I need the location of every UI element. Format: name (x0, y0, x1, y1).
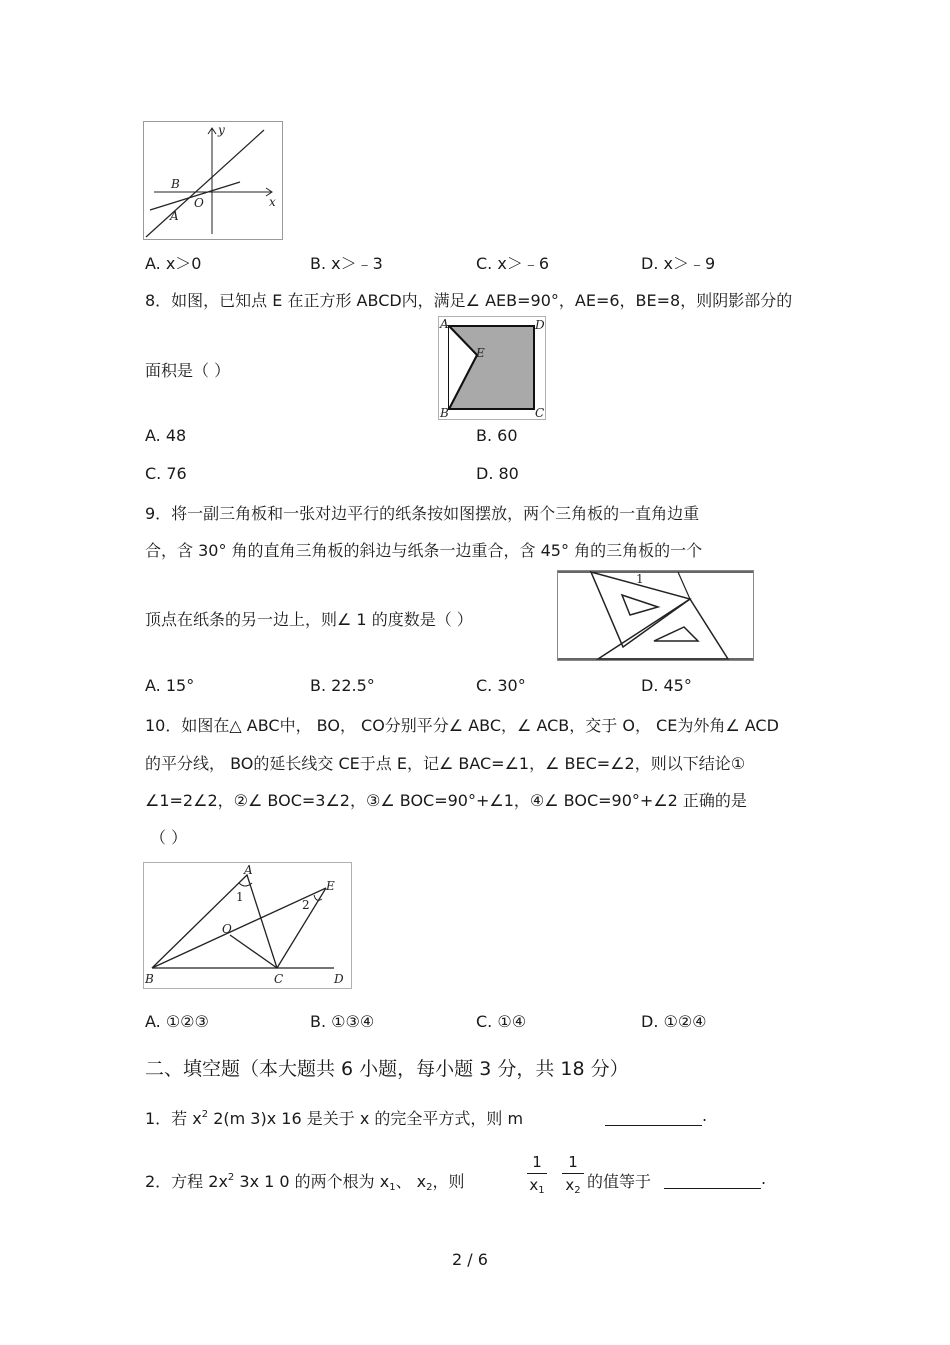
q9-question-line3: 顶点在纸条的另一边上，则∠ 1 的度数是（ ） (145, 610, 473, 629)
q8-label-d: D (535, 318, 545, 332)
fill2-prefix: 2．方程 2x (145, 1172, 228, 1191)
q7-option-a: A. x＞0 (145, 254, 202, 273)
fill2-frac1-num: 1 (532, 1153, 542, 1171)
fill2-frac2-den: $x_2$ (565, 1176, 581, 1196)
fill2-frac2-num: 1 (568, 1153, 578, 1171)
q10-label-1: 1 (236, 890, 244, 904)
fill1-question (145, 1106, 523, 1129)
fill2-fraction-1 (527, 1153, 547, 1196)
q10-label-c: C (274, 972, 284, 986)
fill1-period: . (702, 1106, 708, 1125)
q8-question-line2: 面积是（ ） (145, 361, 231, 380)
q7-figure (143, 121, 283, 240)
q10-label-d: D (334, 972, 344, 986)
q8-question-line1: 8．如图，已知点 E 在正方形 ABCD内，满足∠ AEB=90°，AE=6，BE=8，则阴影部分的 (145, 291, 793, 310)
fill1-answer-blank[interactable] (605, 1108, 702, 1126)
q10-question-line4: （ ） (150, 828, 188, 847)
fill2-tail: 的值等于 (587, 1172, 652, 1191)
q9-question-line1: 9．将一副三角板和一张对边平行的纸条按如图摆放，两个三角板的一直角边重 (145, 504, 700, 523)
q8-label-e: E (476, 346, 485, 360)
q10-label-2: 2 (302, 898, 310, 912)
fill2-frac2-den-sub: 2 (574, 1185, 581, 1196)
section-2-heading: 二、填空题（本大题共 6 小题，每小题 3 分，共 18 分） (145, 1058, 629, 1080)
fill2-sep: 、 x (395, 1172, 427, 1191)
q8-option-b: B. 60 (476, 426, 518, 445)
q8-option-d: D. 80 (476, 464, 519, 483)
q7-label-x: x (269, 195, 276, 209)
q9-option-c: C. 30° (476, 676, 526, 695)
q10-label-o: O (222, 922, 232, 936)
q9-option-a: A. 15° (145, 676, 195, 695)
q7-label-o: O (194, 196, 204, 210)
q10-question-line3: ∠1=2∠2，②∠ BOC=3∠2，③∠ BOC=90°+∠1，④∠ BOC=90°+∠2 正确的是 (145, 791, 747, 810)
q10-option-a: A. ①②③ (145, 1012, 209, 1031)
q9-label-1: 1 (636, 572, 644, 586)
fill1-prefix: 1．若 x (145, 1109, 202, 1128)
q10-label-b: B (145, 972, 154, 986)
q7-label-a: A (170, 209, 179, 223)
fill2-question (145, 1169, 465, 1193)
q10-option-b: B. ①③④ (310, 1012, 375, 1031)
fill2-then: ，则 (432, 1172, 465, 1191)
q10-question-line1: 10．如图在△ ABC中， BO， CO分别平分∠ ABC，∠ ACB，交于 O， CE为外角∠ ACD (145, 716, 779, 735)
q9-question-line2: 合，含 30° 角的直角三角板的斜边与纸条一边重合，含 45° 角的三角板的一个 (145, 541, 703, 560)
q8-label-b: B (440, 406, 449, 419)
fill2-frac2-bar (562, 1173, 584, 1174)
q8-label-c: C (535, 406, 545, 419)
q7-option-b: B. x＞﹣3 (310, 254, 383, 273)
q8-option-a: A. 48 (145, 426, 187, 445)
fill2-sub2: 2 (426, 1182, 433, 1193)
fill2-period: . (761, 1169, 767, 1188)
q10-question-line2: 的平分线， BO的延长线交 CE于点 E，记∠ BAC=∠1，∠ BEC=∠2，则以下结论① (145, 754, 746, 773)
q8-label-a: A (440, 317, 449, 331)
fill2-fraction-2 (562, 1153, 584, 1196)
q9-option-b: B. 22.5° (310, 676, 375, 695)
fill2-sub1: 1 (389, 1182, 396, 1193)
q10-label-a: A (244, 863, 253, 877)
fill2-middle: 3x 1 0 的两个根为 x (234, 1172, 390, 1191)
q8-option-c: C. 76 (145, 464, 187, 483)
q10-label-e: E (326, 879, 335, 893)
page-number: 2 / 6 (452, 1250, 488, 1269)
q10-option-d: D. ①②④ (641, 1012, 707, 1031)
q7-label-y: y (218, 123, 225, 137)
q8-figure (438, 316, 546, 420)
fill2-exponent: 2 (227, 1172, 235, 1183)
q10-option-c: C. ①④ (476, 1012, 527, 1031)
fill2-answer-blank[interactable] (664, 1171, 761, 1189)
fill2-frac1-bar (527, 1173, 547, 1174)
q7-option-d: D. x＞﹣9 (641, 254, 716, 273)
q10-figure (143, 862, 352, 989)
q9-option-d: D. 45° (641, 676, 692, 695)
q7-option-c: C. x＞﹣6 (476, 254, 549, 273)
fill1-middle: 2(m 3)x 16 是关于 x 的完全平方式，则 m (208, 1109, 524, 1128)
fill2-frac1-den: $x_1$ (529, 1176, 545, 1196)
q9-figure (557, 570, 754, 661)
q7-label-b: B (171, 177, 180, 191)
fill1-exponent: 2 (201, 1109, 209, 1120)
fill2-frac1-den-sub: 1 (538, 1185, 545, 1196)
